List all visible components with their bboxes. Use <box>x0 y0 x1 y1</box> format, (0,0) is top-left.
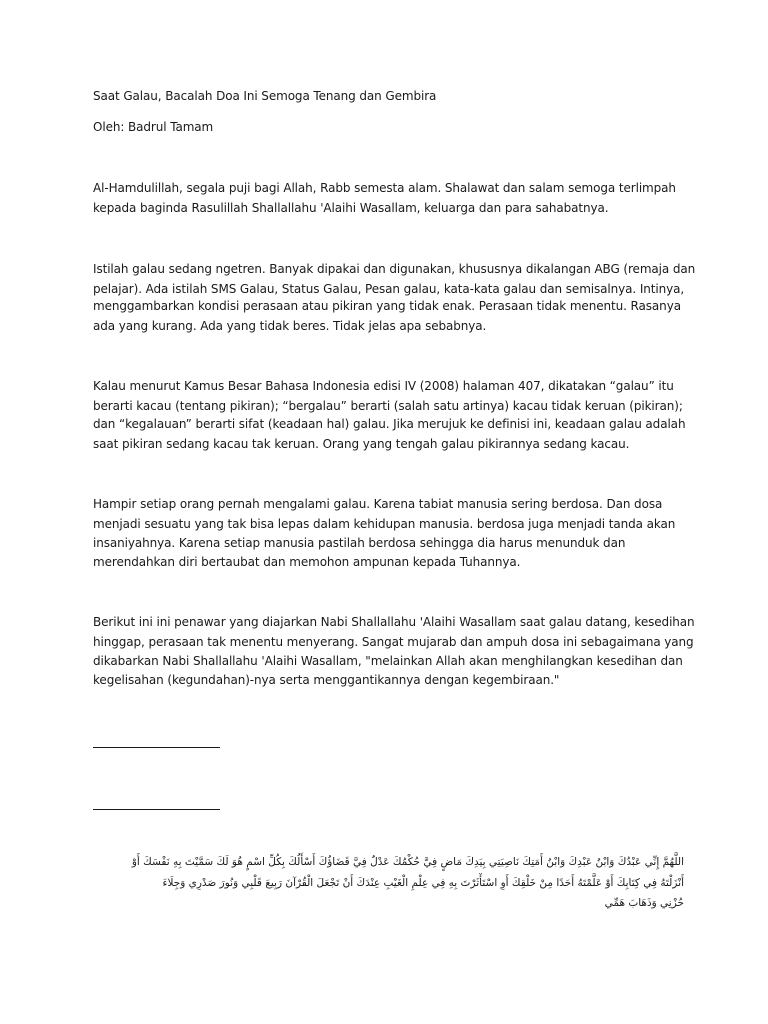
separator-rule-2 <box>93 809 220 810</box>
paragraph-4-line-1: Hampir setiap orang pernah mengalami galau. Karena tabiat manusia sering berdosa. Dan dosa <box>93 497 663 511</box>
paragraph-3-line-2: berarti kacau (tentang pikiran); “bergalau” berarti (salah satu artinya) kacau tidak keruan (pikiran); <box>93 399 683 413</box>
arabic-prayer-line-1: اللَّهُمَّ إِنِّي عَبْدُكَ وَابْنُ عَبْدِكَ وَابْنُ أَمَتِكَ نَاصِيَتِي بِيَدِكَ مَاضٍ فِيَّ حُكْمُكَ عَدْلٌ فِيَّ قَضَاؤُكَ أَسْأَلُكَ بِكُلِّ اسْمٍ هُوَ لَكَ سَمَّيْتَ بِهِ نَفْسَكَ أَوْ <box>131 856 684 868</box>
document-author: Oleh: Badrul Tamam <box>93 120 214 134</box>
paragraph-4-line-2: menjadi sesuatu yang tak bisa lepas dalam kehidupan manusia. berdosa juga menjadi tanda akan <box>93 517 676 531</box>
document-title: Saat Galau, Bacalah Doa Ini Semoga Tenang dan Gembira <box>93 89 437 103</box>
paragraph-1-line-1: Al-Hamdulillah, segala puji bagi Allah, Rabb semesta alam. Shalawat dan salam semoga terlimpah <box>93 181 676 195</box>
paragraph-5-line-4: kegelisahan (kegundahan)-nya serta menggantikannya dengan kegembiraan." <box>93 673 560 687</box>
paragraph-2-line-1: Istilah galau sedang ngetren. Banyak dipakai dan digunakan, khususnya dikalangan ABG (remaja dan <box>93 262 696 276</box>
paragraph-5-line-1: Berikut ini ini penawar yang diajarkan Nabi Shallallahu 'Alaihi Wasallam saat galau datang, kesedihan <box>93 615 695 629</box>
paragraph-2-line-3: menggambarkan kondisi perasaan atau pikiran yang tidak enak. Perasaan tidak menentu. Rasanya <box>93 299 681 313</box>
paragraph-4-line-4: merendahkan diri bertaubat dan memohon ampunan kepada Tuhannya. <box>93 555 521 569</box>
paragraph-3-line-3: dan “kegalauan” berarti sifat (keadaan hal) galau. Jika merujuk ke definisi ini, keadaan galau adalah <box>93 417 686 431</box>
arabic-prayer-line-2: أَنْزَلْتَهُ فِي كِتَابِكَ أَوْ عَلَّمْتَهُ أَحَدًا مِنْ خَلْقِكَ أَوِ اسْتَأْثَرْتَ بِهِ فِي عِلْمِ الْغَيْبِ عِنْدَكَ أَنْ تَجْعَلَ الْقُرْآنَ رَبِيعَ قَلْبِي وَنُورَ صَدْرِي وَجِلَاءَ <box>162 877 684 889</box>
paragraph-2-line-4: ada yang kurang. Ada yang tidak beres. Tidak jelas apa sebabnya. <box>93 319 487 333</box>
paragraph-2-line-2: pelajar). Ada istilah SMS Galau, Status Galau, Pesan galau, kata-kata galau dan semisalnya. Intinya, <box>93 282 685 296</box>
paragraph-4-line-3: insaniyahnya. Karena setiap manusia pastilah berdosa sehingga dia harus menunduk dan <box>93 536 626 550</box>
paragraph-5-line-2: hinggap, perasaan tak menentu menyerang. Sangat mujarab dan ampuh dosa ini sebagaimana yang <box>93 635 694 649</box>
arabic-prayer-line-3: حُزْنِي وَذَهَابَ هَمِّي <box>604 897 684 909</box>
paragraph-1-line-2: kepada baginda Rasulillah Shallallahu 'Alaihi Wasallam, keluarga dan para sahabatnya. <box>93 201 609 215</box>
paragraph-5-line-3: dikabarkan Nabi Shallallahu 'Alaihi Wasallam, "melainkan Allah akan menghilangkan kesedihan dan <box>93 654 683 668</box>
separator-rule-1 <box>93 747 220 748</box>
paragraph-3-line-4: saat pikiran sedang kacau tak keruan. Orang yang tengah galau pikirannya sedang kacau. <box>93 437 630 451</box>
paragraph-3-line-1: Kalau menurut Kamus Besar Bahasa Indonesia edisi IV (2008) halaman 407, dikatakan “galau” itu <box>93 379 674 393</box>
